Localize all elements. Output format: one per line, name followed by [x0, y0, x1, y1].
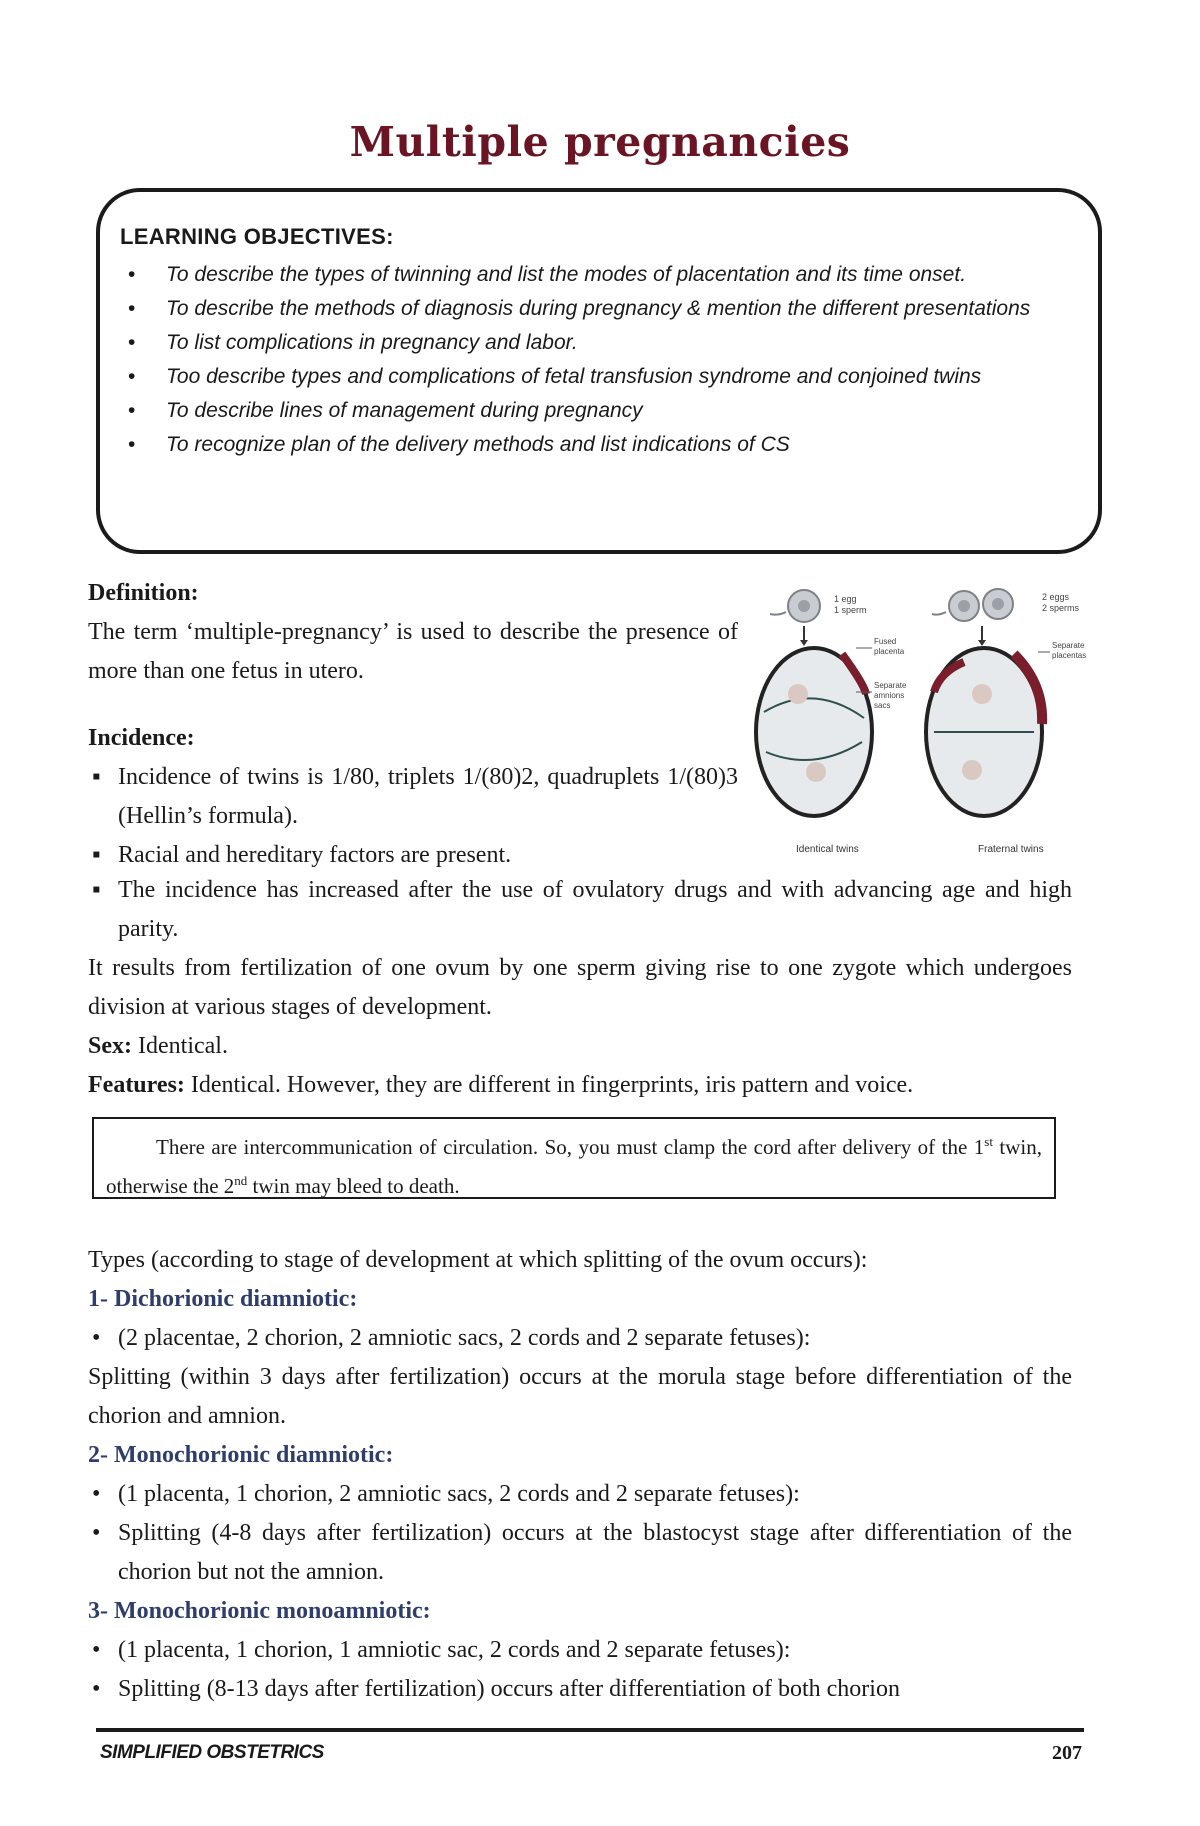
objective-item: • Too describe types and complications of fetal transfusion syndrome and conjoined twins [120, 360, 1080, 394]
type-bullet-item: • (1 placenta, 1 chorion, 1 amniotic sac, 2 cords and 2 separate fetuses): [92, 1637, 791, 1663]
bullet: • [128, 297, 136, 320]
separate-placentas-label-2: placentas [1052, 651, 1087, 660]
left-egg-label [834, 594, 867, 615]
sex-value: Identical. [132, 1033, 228, 1059]
learning-objectives-heading: LEARNING OBJECTIVES: [120, 224, 394, 249]
bullet: • [128, 263, 136, 286]
features-value: Identical. However, they are different in fingerprints, iris pattern and voice. [184, 1072, 914, 1098]
features-label: Features: [88, 1072, 185, 1098]
definition-text: The term ‘multiple-pregnancy’ is used to describe the presence of more than one fetus in utero. [88, 619, 738, 684]
type-bullet-item: • Splitting (8-13 days after fertilization) occurs after differentiation of both chorion [92, 1676, 900, 1702]
left-egg-label-line1: 1 egg [834, 594, 857, 604]
type-bullet-item: • (2 placentae, 2 chorion, 2 amniotic sacs, 2 cords and 2 separate fetuses): [92, 1325, 811, 1351]
page-number: 207 [1052, 1742, 1082, 1764]
separate-amnions-label-3: sacs [874, 701, 891, 710]
egg-sperm-icon [770, 590, 820, 622]
right-egg-label-line1: 2 eggs [1042, 592, 1070, 602]
sex-label: Sex: [88, 1033, 132, 1059]
separate-amnions-label-2: amnions [874, 691, 905, 700]
definition-heading: Definition: [88, 580, 199, 606]
sex-line [88, 1027, 1072, 1066]
note-box: There are intercommunication of circulation. So, you must clamp the cord after delivery of the 1st twin, otherwise the 2nd twin may bleed to death. [92, 1117, 1056, 1199]
fused-placenta-label-2: placenta [874, 647, 905, 656]
type-bullet-item: • (1 placenta, 1 chorion, 2 amniotic sacs, 2 cords and 2 separate fetuses): [92, 1481, 800, 1507]
fraternal-twins-caption: Fraternal twins [978, 844, 1044, 855]
left-egg-label-line2: 1 sperm [834, 605, 867, 615]
twins-diagram [746, 582, 1120, 866]
identical-twins-uterus [756, 648, 872, 816]
fraternal-twins-uterus [926, 648, 1042, 816]
type-bullet-item: • Splitting (4-8 days after fertilization) occurs at the blastocyst stage after differentiation of the chorion but not the amnion. [92, 1520, 1072, 1585]
objective-item: • To describe the types of twinning and list the modes of placentation and its time onset. [120, 258, 1080, 292]
objective-item: • To list complications in pregnancy and labor. [120, 326, 1080, 360]
objective-item: • To recognize plan of the delivery methods and list indications of CS [120, 428, 1080, 462]
definition-section [88, 574, 738, 875]
objective-item: • To describe lines of management during pregnancy [120, 394, 1080, 428]
separate-placentas-label: Separate [1052, 641, 1085, 650]
bullet: • [128, 399, 136, 422]
footer-book-title: SIMPLIFIED OBSTETRICS [100, 1742, 324, 1763]
bullet: • [128, 365, 136, 388]
bullet: • [128, 433, 136, 456]
types-section [88, 1241, 1072, 1709]
two-eggs-icon [932, 589, 1013, 621]
results-text: It results from fertilization of one ovum by one sperm giving rise to one zygote which undergoes division at various stages of development. [88, 955, 1072, 1020]
twins-diagram-svg [746, 582, 1120, 866]
page-title: Multiple pregnancies [349, 118, 851, 166]
objective-item: • To describe the methods of diagnosis during pregnancy & mention the different presentations [120, 292, 1080, 326]
incidence-continued [88, 871, 1072, 1105]
type-heading-2: 2- Monochorionic diamniotic: [88, 1442, 394, 1468]
type-heading-3: 3- Monochorionic monoamniotic: [88, 1598, 431, 1624]
footer-rule [96, 1728, 1084, 1732]
right-egg-label-line2: 2 sperms [1042, 603, 1080, 613]
bullet: • [128, 331, 136, 354]
right-egg-label [1042, 592, 1080, 613]
incidence-item: ▪ The incidence has increased after the use of ovulatory drugs and with advancing age and high parity. [92, 877, 1072, 942]
separate-amnions-label: Separate [874, 681, 907, 690]
incidence-item: ▪ Incidence of twins is 1/80, triplets 1/(80)2, quadruplets 1/(80)3 (Hellin’s formula). [92, 764, 738, 829]
types-intro: Types (according to stage of development at which splitting of the ovum occurs): [88, 1247, 868, 1273]
type-text: Splitting (within 3 days after fertilization) occurs at the morula stage before differentiation of the chorion and amnion. [88, 1364, 1072, 1429]
features-line [88, 1066, 1072, 1105]
identical-twins-caption: Identical twins [796, 844, 859, 855]
learning-objectives-list [120, 258, 1080, 462]
type-heading-1: 1- Dichorionic diamniotic: [88, 1286, 358, 1312]
incidence-item: ▪ Racial and hereditary factors are present. [92, 842, 512, 868]
incidence-heading: Incidence: [88, 725, 195, 751]
fused-placenta-label: Fused [874, 637, 897, 646]
